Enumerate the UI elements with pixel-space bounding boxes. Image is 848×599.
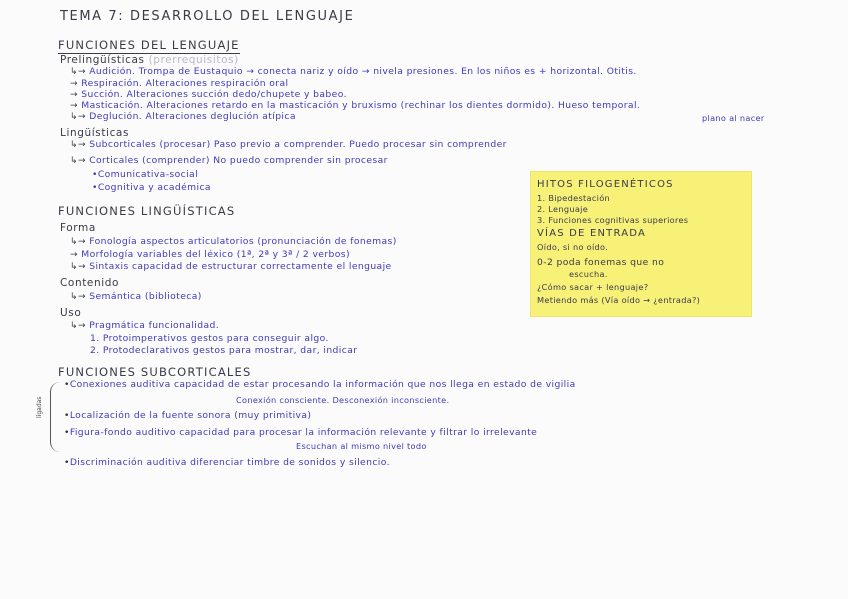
list-item-text: Deglución. Alteraciones deglución atípica bbox=[89, 111, 296, 122]
list-item-text: Respiración. Alteraciones respiración oral bbox=[81, 78, 289, 89]
section-heading-funciones-linguisticas: FUNCIONES LINGÜÍSTICAS bbox=[58, 204, 236, 218]
page-title: TEMA 7: DESARROLLO DEL LENGUAJE bbox=[60, 9, 355, 24]
sticky-item: 2. Lenguaje bbox=[537, 204, 589, 214]
list-item bbox=[70, 321, 219, 331]
list-item bbox=[70, 292, 202, 302]
list-item bbox=[70, 112, 296, 122]
list-item bbox=[70, 156, 388, 166]
list-item-text: Sintaxis capacidad de estructurar correctamente el lenguaje bbox=[89, 261, 392, 272]
bullet-item bbox=[64, 458, 390, 467]
sticky-heading: HITOS FILOGENÉTICOS bbox=[537, 179, 674, 190]
contenido-label: Contenido bbox=[60, 277, 120, 289]
list-item-text: Morfología variables del léxico (1ª, 2ª y 3ª / 2 verbos) bbox=[81, 249, 350, 260]
sub-item: 2. Protodeclarativos gestos para mostrar, dar, indicar bbox=[90, 345, 358, 356]
arrow-right-icon: ↳→ bbox=[70, 237, 86, 247]
bullet-item bbox=[64, 411, 311, 420]
margin-note: plano al nacer bbox=[702, 113, 765, 123]
list-item bbox=[70, 237, 397, 247]
sub-item: Conexión consciente. Desconexión inconsciente. bbox=[236, 395, 450, 405]
list-item-text: Masticación. Alteraciones retardo en la masticación y bruxismo (rechinar los dientes dormido). Hueso temporal. bbox=[81, 100, 641, 111]
sticky-item: 0-2 poda fonemas que no bbox=[537, 257, 665, 268]
bullet-icon: • bbox=[64, 457, 70, 468]
bullet-icon: • bbox=[92, 169, 98, 180]
arrow-right-icon: ↳→ bbox=[70, 112, 86, 122]
sticky-item: escucha. bbox=[569, 269, 608, 279]
list-item-text: Fonología aspectos articulatorios (pronunciación de fonemas) bbox=[89, 236, 397, 247]
arrow-right-icon: ↳→ bbox=[70, 67, 86, 77]
arrow-right-icon: ↳→ bbox=[70, 321, 86, 331]
linguisticas-label: Lingüísticas bbox=[60, 127, 130, 139]
list-item-text: Pragmática funcionalidad. bbox=[89, 320, 220, 331]
sticky-item: ¿Cómo sacar + lenguaje? bbox=[537, 282, 649, 292]
sticky-item: Metiendo más (Vía oído → ¿entrada?) bbox=[537, 295, 701, 305]
arrow-right-icon: ↳→ bbox=[70, 262, 86, 272]
bullet-item bbox=[64, 380, 576, 389]
list-item-text: Corticales (comprender) No puedo comprender sin procesar bbox=[89, 155, 388, 166]
section-heading-funciones-lenguaje: FUNCIONES DEL LENGUAJE bbox=[58, 38, 240, 52]
arrow-right-icon: ↳→ bbox=[70, 156, 86, 166]
list-item-text: Subcorticales (procesar) Paso previo a comprender. Puedo procesar sin comprender bbox=[89, 139, 507, 150]
arrow-right-icon: → bbox=[70, 101, 78, 111]
brace-bracket bbox=[50, 382, 65, 452]
list-item bbox=[70, 67, 637, 77]
bullet-text: Localización de la fuente sonora (muy primitiva) bbox=[69, 410, 312, 421]
sub-item: 1. Protoimperativos gestos para conseguir algo. bbox=[90, 333, 329, 344]
list-item-text: Audición. Trompa de Eustaquio → conecta nariz y oído → nivela presiones. En los niños es + horizontal. Otitis. bbox=[89, 66, 637, 77]
bullet-item bbox=[92, 170, 198, 179]
arrow-right-icon: → bbox=[70, 79, 78, 89]
list-item bbox=[70, 79, 288, 89]
list-item bbox=[70, 90, 347, 100]
list-item bbox=[70, 250, 350, 260]
prelinguisticas-text: Prelingüísticas bbox=[60, 54, 145, 66]
list-item-text: Semántica (biblioteca) bbox=[89, 291, 202, 302]
bullet-icon: • bbox=[64, 427, 70, 438]
bullet-text: Comunicativa-social bbox=[97, 169, 199, 180]
arrow-right-icon: ↳→ bbox=[70, 292, 86, 302]
prelinguisticas-label bbox=[60, 55, 239, 66]
sticky-item: 3. Funciones cognitivas superiores bbox=[537, 215, 689, 225]
uso-label: Uso bbox=[60, 307, 82, 319]
prelinguisticas-note: (prerrequisitos) bbox=[148, 54, 239, 66]
arrow-right-icon: → bbox=[70, 250, 78, 260]
bullet-item bbox=[92, 183, 211, 192]
list-item bbox=[70, 140, 507, 150]
forma-label: Forma bbox=[60, 222, 96, 234]
bullet-icon: • bbox=[64, 410, 70, 421]
sticky-note bbox=[531, 172, 751, 316]
list-item bbox=[70, 262, 392, 272]
arrow-right-icon: ↳→ bbox=[70, 140, 86, 150]
bullet-text: Figura-fondo auditivo capacidad para procesar la información relevante y filtrar lo irrelevante bbox=[69, 427, 538, 438]
side-note: ligadas bbox=[36, 396, 43, 418]
section-heading-funciones-subcorticales: FUNCIONES SUBCORTICALES bbox=[58, 365, 252, 379]
bullet-icon: • bbox=[64, 379, 70, 390]
bullet-icon: • bbox=[92, 182, 98, 193]
bullet-text: Discriminación auditiva diferenciar timbre de sonidos y silencio. bbox=[69, 457, 390, 468]
sticky-item: Oído, si no oído. bbox=[537, 242, 609, 252]
list-item-text: Succión. Alteraciones succión dedo/chupete y babeo. bbox=[81, 89, 347, 100]
sticky-vias-heading: VÍAS DE ENTRADA bbox=[537, 228, 647, 239]
bullet-text: Cognitiva y académica bbox=[97, 182, 211, 193]
bullet-text: Conexiones auditiva capacidad de estar procesando la información que nos llega en estado de vigilia bbox=[69, 379, 576, 390]
list-item bbox=[70, 101, 640, 111]
arrow-right-icon: → bbox=[70, 90, 78, 100]
bullet-item bbox=[64, 428, 537, 437]
sticky-item: 1. Bipedestación bbox=[537, 193, 611, 203]
sub-item: Escuchan al mismo nivel todo bbox=[296, 441, 427, 451]
